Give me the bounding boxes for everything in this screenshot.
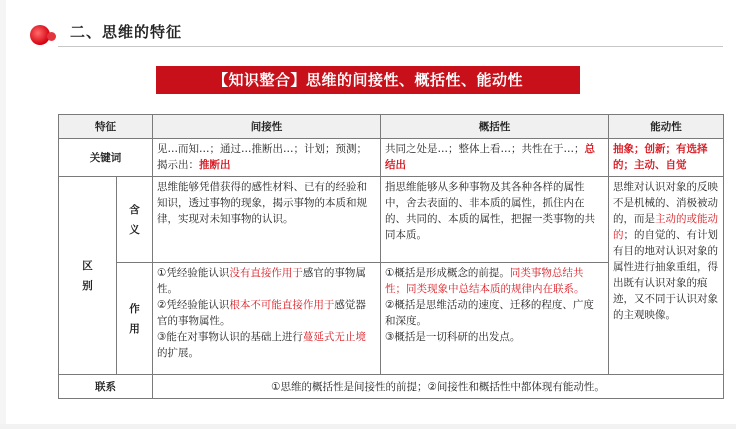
keywords-active [609, 139, 724, 177]
banner-title: 【知识整合】思维的间接性、概括性、能动性 [156, 66, 580, 94]
function-indirect [153, 263, 381, 375]
keywords-general-red: 总结出 [385, 143, 595, 171]
keywords-general [381, 139, 609, 177]
relation-label: 联系 [59, 375, 153, 399]
function-indirect-item-1: ①凭经验能认识没有直接作用于感官的事物属性。 [157, 267, 366, 295]
relation-text: ①思维的概括性是间接性的前提；②间接性和概括性中都体现有能动性。 [153, 375, 724, 399]
header-active: 能动性 [609, 115, 724, 139]
header-general: 概括性 [381, 115, 609, 139]
difference-label: 区别 [59, 177, 117, 375]
meaning-label: 含义 [117, 177, 153, 263]
small-red-dot-icon [47, 32, 56, 41]
section-header [0, 15, 736, 47]
meaning-general: 指思维能够从多种事物及其各种各样的属性中，舍去表面的、非本质的属性，抓住内在的、共同的、本质的属性，把握一类事物的共同本质。 [381, 177, 609, 263]
active-description: 思维对认识对象的反映不是机械的、消极被动的，而是主动的或能动的；的自觉的、有计划有目的地对认识对象的属性进行抽象重组，得出既有认识对象的痕迹，又不同于认识对象的主观映像。 [609, 177, 724, 375]
keywords-indirect-red: 推断出 [199, 159, 231, 171]
bottom-bar [0, 424, 736, 429]
keywords-label: 关键词 [59, 139, 153, 177]
meaning-indirect: 思维能够凭借获得的感性材料、已有的经验和知识，透过事物的现象，揭示事物的本质和规律，实现对未知事物的认识。 [153, 177, 381, 263]
comparison-table [58, 114, 724, 399]
header-indirect: 间接性 [153, 115, 381, 139]
keywords-indirect [153, 139, 381, 177]
function-general-item-3: ③概括是一切科研的出发点。 [385, 331, 521, 343]
keywords-indirect-text: 见…而知…；通过…推断出…；计划；预测；揭示出： [157, 143, 367, 171]
function-indirect-item-3: ③能在对事物认识的基础上进行蔓延式无止境的扩展。 [157, 331, 366, 359]
function-general [381, 263, 609, 375]
function-general-item-1: ①概括是形成概念的前提。同类事物总结共性；同类现象中总结本质的规律内在联系。 [385, 267, 585, 295]
header-feature: 特征 [59, 115, 153, 139]
function-general-item-2: ②概括是思维活动的速度、迁移的程度、广度和深度。 [385, 299, 594, 327]
section-title: 二、思维的特征 [70, 23, 183, 41]
keywords-general-text: 共同之处是…；整体上看…；共性在于…； [385, 143, 585, 155]
keywords-active-red: 抽象；创新；有选择的；主动、自觉 [613, 143, 708, 171]
active-red: 主动的或能动的 [613, 213, 718, 241]
function-indirect-item-2: ②凭经验能认识根本不可能直接作用于感觉器官的事物属性。 [157, 299, 366, 327]
header-divider [58, 46, 723, 47]
function-label: 作用 [117, 263, 153, 375]
left-edge-shade [0, 0, 6, 429]
